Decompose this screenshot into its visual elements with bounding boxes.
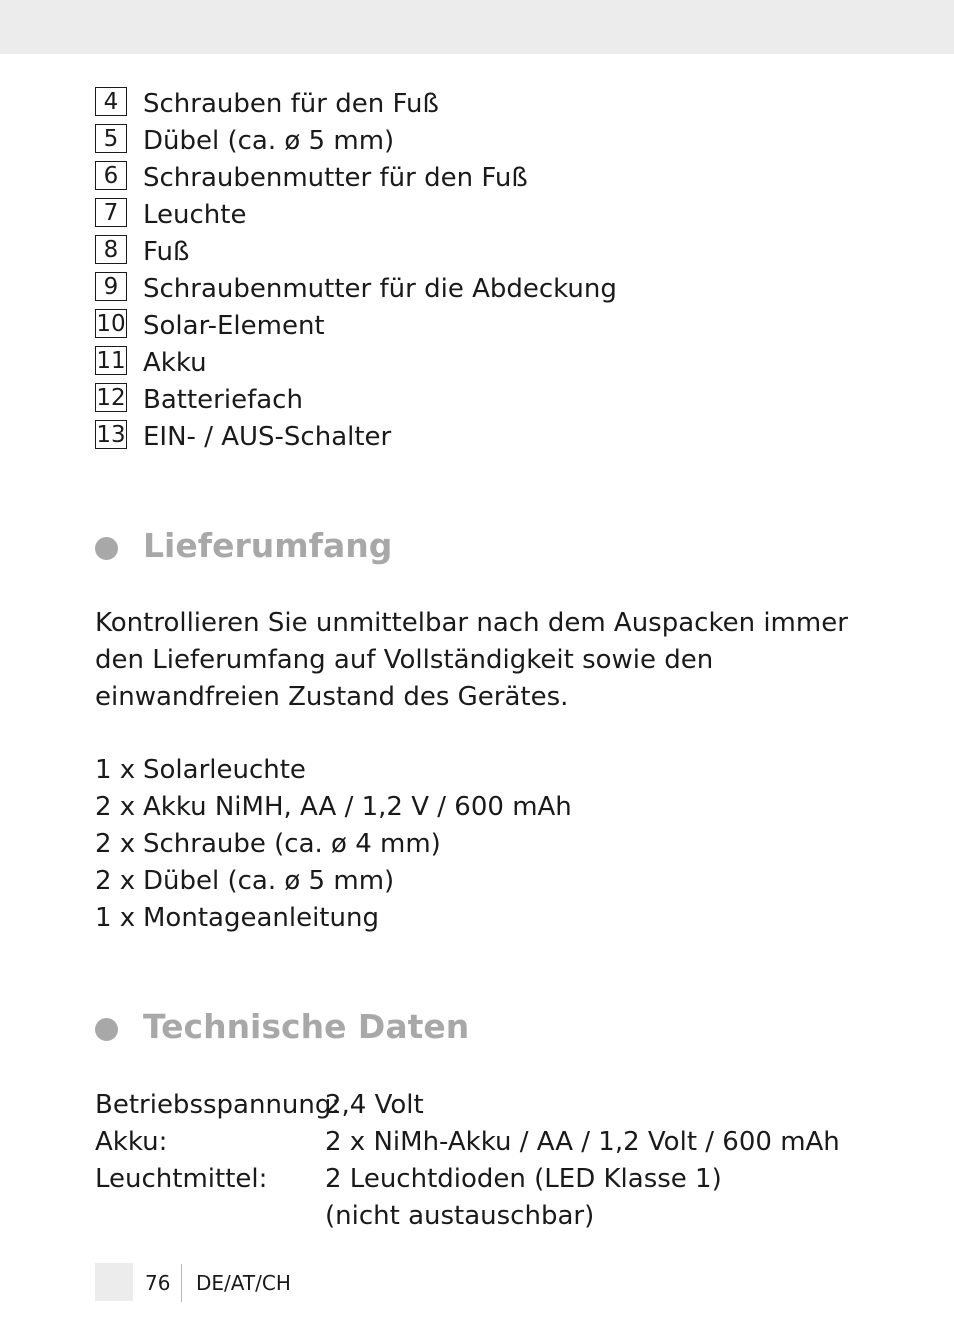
table-row — [95, 1087, 840, 1124]
footer-tab — [95, 1263, 133, 1301]
section-title: Lieferumfang — [143, 526, 393, 565]
item-label: Montageanleitung — [143, 903, 379, 933]
part-label: Solar-Element — [143, 311, 325, 341]
part-label: EIN- / AUS-Schalter — [143, 422, 392, 452]
part-number-box: 13 — [96, 422, 126, 448]
part-number-box: 12 — [96, 385, 126, 411]
part-number-box: 7 — [95, 198, 127, 227]
part-label: Leuchte — [143, 200, 247, 230]
spec-label: Akku: — [95, 1127, 168, 1157]
item-label: Schraube (ca. ø 4 mm) — [143, 829, 441, 859]
spec-value: 2 Leuchtdioden (LED Klasse 1) — [325, 1164, 722, 1194]
part-label: Akku — [143, 348, 207, 378]
part-number-box: 8 — [95, 235, 127, 264]
header-band — [0, 0, 954, 54]
table-row — [95, 1124, 840, 1161]
part-label: Fuß — [143, 237, 190, 267]
part-number-box: 9 — [95, 272, 127, 301]
part-number-box: 5 — [95, 124, 127, 153]
item-quantity: 2 x — [95, 829, 136, 859]
spec-value-continued: (nicht austauschbar) — [325, 1201, 595, 1231]
part-number-box: 10 — [96, 311, 126, 337]
item-quantity: 2 x — [95, 792, 136, 822]
page-number: 76 — [145, 1271, 171, 1295]
item-quantity: 1 x — [95, 903, 136, 933]
part-label: Schraubenmutter für den Fuß — [143, 163, 528, 193]
table-row — [95, 1161, 840, 1235]
delivery-intro-paragraph: Kontrollieren Sie unmittelbar nach dem Auspacken immer den Lieferumfang auf Vollständigkeit sowie den einwandfreien Zustand des Gerätes. — [95, 608, 848, 712]
part-number-box: 4 — [95, 87, 127, 116]
footer-divider — [181, 1264, 182, 1302]
item-label: Dübel (ca. ø 5 mm) — [143, 866, 395, 896]
item-label: Solarleuchte — [143, 755, 306, 785]
bullet-icon — [95, 1018, 118, 1041]
part-number-box: 6 — [95, 161, 127, 190]
spec-value: 2,4 Volt — [325, 1090, 424, 1120]
specs-table — [95, 1087, 840, 1235]
part-number-box: 11 — [96, 348, 126, 374]
item-quantity: 2 x — [95, 866, 136, 896]
spec-value: 2 x NiMh-Akku / AA / 1,2 Volt / 600 mAh — [325, 1127, 840, 1157]
item-label: Akku NiMH, AA / 1,2 V / 600 mAh — [143, 792, 572, 822]
bullet-icon — [95, 537, 118, 560]
part-label: Dübel (ca. ø 5 mm) — [143, 126, 395, 156]
section-title: Technische Daten — [143, 1007, 470, 1046]
part-label: Schrauben für den Fuß — [143, 89, 439, 119]
part-label: Batteriefach — [143, 385, 303, 415]
spec-label: Betriebsspannung: — [95, 1090, 341, 1120]
region-label: DE/AT/CH — [196, 1271, 291, 1295]
item-quantity: 1 x — [95, 755, 136, 785]
spec-label: Leuchtmittel: — [95, 1164, 268, 1194]
part-label: Schraubenmutter für die Abdeckung — [143, 274, 617, 304]
